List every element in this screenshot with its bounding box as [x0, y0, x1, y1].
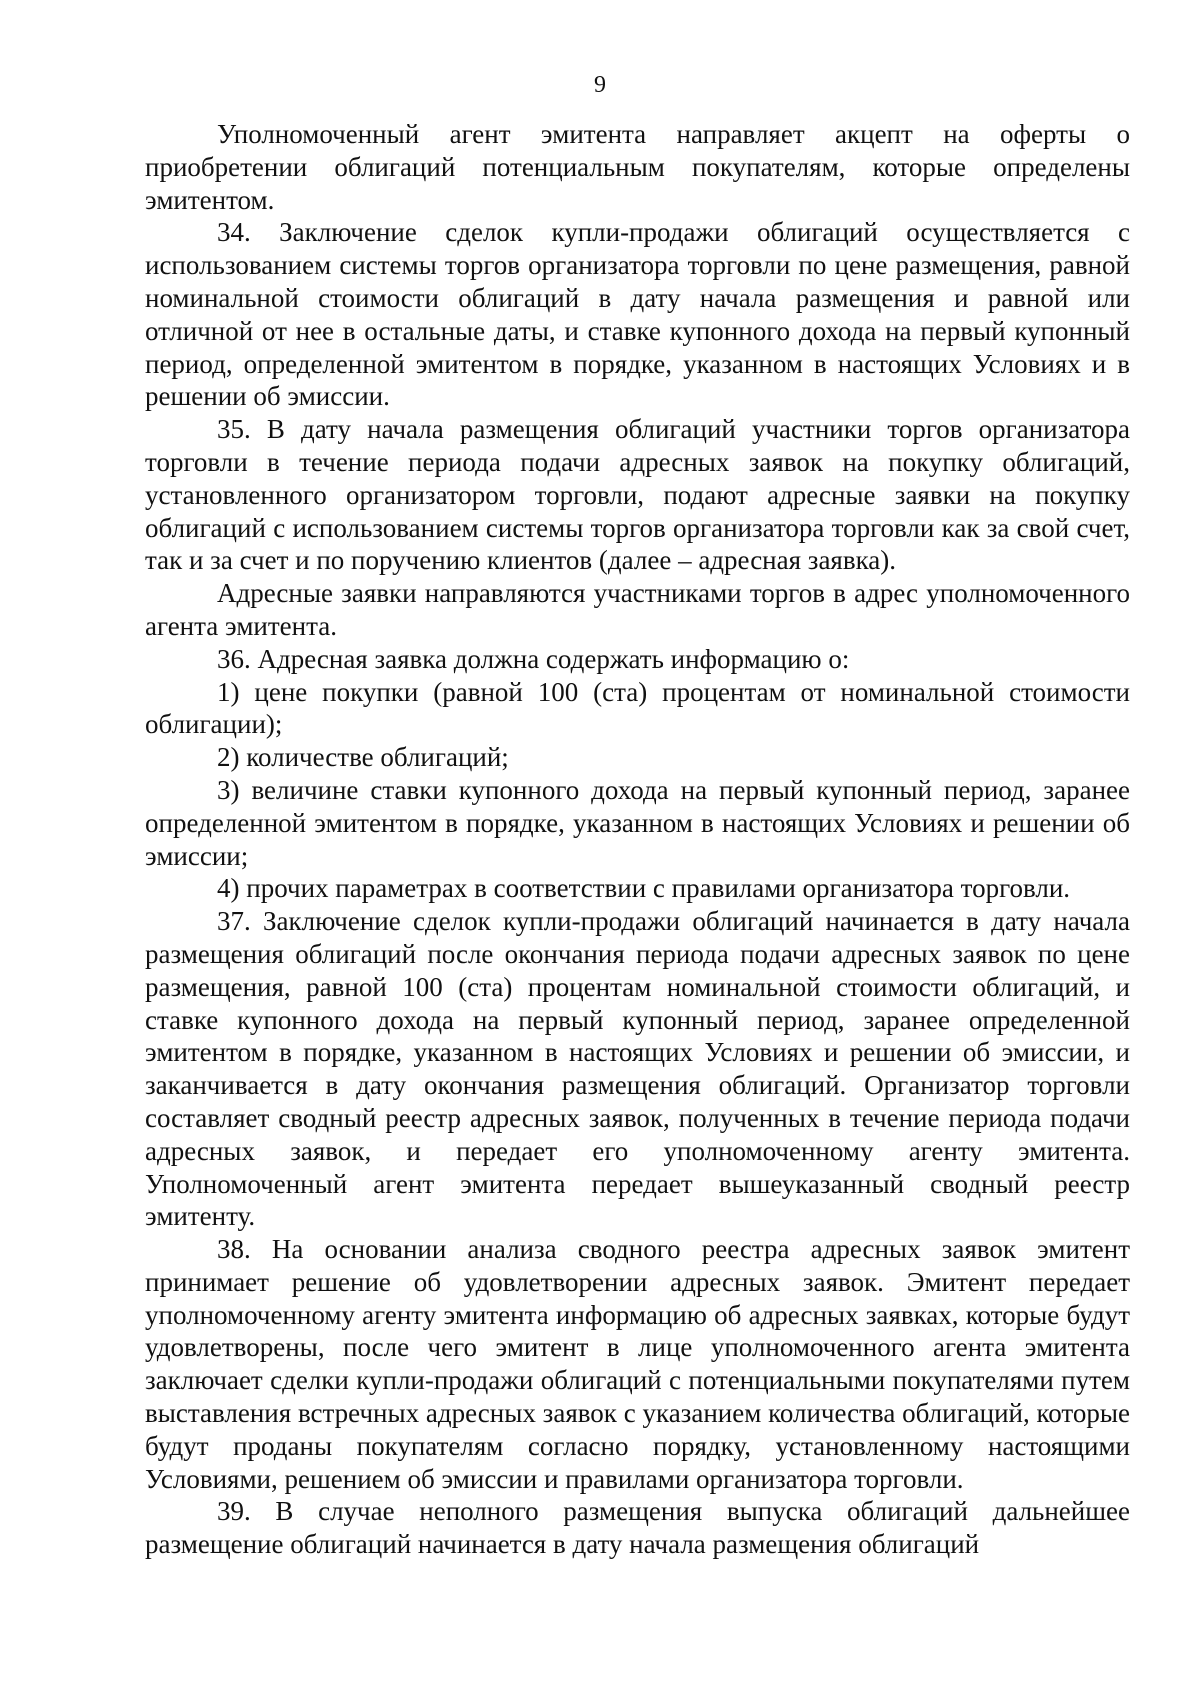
- paragraph-36-item-1: 1) цене покупки (равной 100 (ста) процентам от номинальной стоимости облигации);: [145, 676, 1130, 740]
- paragraph-36-item-4: 4) прочих параметрах в соответствии с правилами организатора торговли.: [217, 873, 1071, 904]
- paragraph-35-addressed-requests: Адресные заявки направляются участниками торгов в адрес уполномоченного агента эмитента.: [145, 578, 1130, 641]
- paragraph-35: 35. В дату начала размещения облигаций участники торгов организатора торговли в течение периода подачи адресных заявок на покупку облигаций, установленного организатором торговли, подают адресные заявки на покупку облигаций с использованием системы торгов организатора торговли как за свой счет, так и за счет и по поручению клиентов (далее – адресная заявка).: [145, 414, 1130, 576]
- paragraph-36: 36. Адресная заявка должна содержать информацию о:: [217, 643, 850, 674]
- paragraph-36-item-3: 3) величине ставки купонного дохода на первый купонный период, заранее определенной эмитентом в порядке, указанном в настоящих Условиях и решении об эмиссии;: [145, 774, 1130, 871]
- paragraph-38: 38. На основании анализа сводного реестра адресных заявок эмитент принимает решение об удовлетворении адресных заявок. Эмитент передает уполномоченному агенту эмитента информацию об адресных заявках, которые будут удовлетворены, после чего эмитент в лице уполномоченного агента эмитента заключает сделки купли-продажи облигаций с потенциальными покупателями путем выставления встречных адресных заявок с указанием количества облигаций, которые будут проданы покупателям согласно порядку, установленному настоящими Условиями, решением об эмиссии и правилами организатора торговли.: [145, 1234, 1130, 1494]
- page-number: 9: [594, 72, 606, 98]
- paragraph-39: 39. В случае неполного размещения выпуска облигаций дальнейшее размещение облигаций начинается в дату начала размещения облигаций: [145, 1496, 1130, 1560]
- paragraph-36-item-2: 2) количестве облигаций;: [217, 742, 509, 773]
- paragraph-37: 37. Заключение сделок купли-продажи облигаций начинается в дату начала размещения облигаций после окончания периода подачи адресных заявок по цене размещения, равной 100 (ста) процентам номинальной стоимости облигаций, и ставке купонного дохода на первый купонный период, заранее определенной эмитентом в порядке, указанном в настоящих Условиях и решении об эмиссии, и заканчивается в дату окончания размещения облигаций. Организатор торговли составляет сводный реестр адресных заявок, полученных в течение периода подачи адресных заявок, и передает его уполномоченному агенту эмитента. Уполномоченный агент эмитента передает вышеуказанный сводный реестр эмитенту.: [145, 906, 1130, 1232]
- paragraph-34: 34. Заключение сделок купли-продажи облигаций осуществляется с использованием системы торгов организатора торговли по цене размещения, равной номинальной стоимости облигаций в дату начала размещения и равной или отличной от нее в остальные даты, и ставке купонного дохода на первый купонный период, определенной эмитентом в порядке, указанном в настоящих Условиях и в решении об эмиссии.: [145, 217, 1130, 412]
- paragraph-acceptance: Уполномоченный агент эмитента направляет акцепт на оферты о приобретении облигаций потенциальным покупателям, которые определены эмитентом.: [145, 119, 1130, 215]
- document-body: [145, 118, 1130, 1561]
